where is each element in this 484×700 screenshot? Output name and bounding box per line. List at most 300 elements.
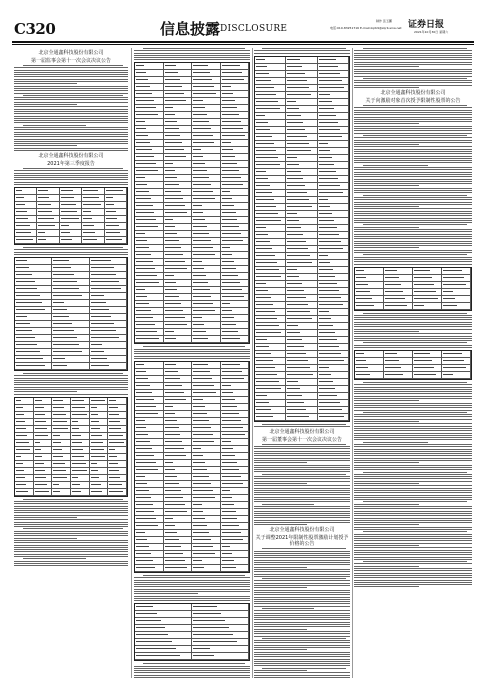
- table-row: [255, 162, 349, 169]
- table-row: [135, 77, 249, 84]
- table-cell: [34, 405, 53, 411]
- text-line: [354, 204, 472, 205]
- table-cell: [192, 175, 221, 181]
- table-cell: [384, 296, 413, 302]
- text-line: [354, 540, 472, 541]
- table-cell: [135, 646, 192, 652]
- table-cell: [164, 329, 193, 335]
- table-cell: [286, 106, 317, 112]
- table-cell: [255, 78, 286, 84]
- text-line: [354, 73, 472, 74]
- table-cell: [255, 106, 286, 112]
- table-cell: [135, 182, 164, 188]
- table-cell: [90, 454, 109, 460]
- table-cell: [135, 404, 164, 410]
- text-line: [14, 394, 128, 395]
- table-cell: [192, 376, 221, 382]
- table-cell: [60, 202, 82, 208]
- table-row: [135, 460, 249, 467]
- table-cell: [318, 190, 349, 196]
- table-cell: [318, 197, 349, 203]
- table-cell: [192, 119, 221, 125]
- table-cell: [255, 127, 286, 133]
- text-line: [354, 568, 472, 569]
- text-line: [354, 534, 472, 535]
- table-cell: [135, 495, 164, 501]
- announcement-title: 关于调整2021年限制性股票激励计划授予价格的公告: [255, 535, 349, 548]
- text-line: [363, 195, 467, 196]
- text-line: [134, 580, 250, 581]
- table-cell: [82, 230, 104, 236]
- text-line: [254, 506, 350, 507]
- text-line: [354, 176, 472, 177]
- table-cell: [221, 301, 250, 307]
- table-row: [255, 372, 349, 379]
- table-cell: [52, 454, 71, 460]
- text-line: [254, 661, 350, 662]
- table-cell: [164, 460, 193, 466]
- text-line: [354, 467, 472, 468]
- table-cell: [318, 183, 349, 189]
- text-line: [354, 483, 419, 484]
- text-line: [354, 552, 472, 553]
- table-cell: [164, 425, 193, 431]
- table-cell: [221, 273, 250, 279]
- table-cell: [90, 293, 127, 299]
- text-line: [14, 148, 128, 149]
- table-cell: [164, 383, 193, 389]
- table-cell: [255, 316, 286, 322]
- table-cell: [221, 112, 250, 118]
- table-cell: [135, 509, 164, 515]
- table-cell: [135, 502, 164, 508]
- text-line: [354, 554, 472, 555]
- table-cell: [192, 133, 221, 139]
- text-line: [134, 670, 250, 671]
- table-cell: [15, 230, 37, 236]
- table-cell: [135, 618, 192, 624]
- table-row: [255, 113, 349, 120]
- table-cell: [15, 202, 37, 208]
- text-line: [354, 396, 472, 397]
- table-row: [135, 189, 249, 196]
- text-line: [354, 575, 472, 576]
- table-row: [255, 323, 349, 330]
- table-cell: [413, 275, 442, 281]
- table-cell: [135, 376, 164, 382]
- table-cell: [135, 70, 164, 76]
- table-cell: [82, 188, 104, 194]
- text-line: [134, 666, 250, 667]
- table-row: [135, 133, 249, 140]
- table-row: [135, 84, 249, 91]
- text-line: [254, 587, 307, 588]
- table-cell: [164, 154, 193, 160]
- table-cell: [221, 537, 250, 543]
- table-cell: [318, 309, 349, 315]
- table-cell: [135, 336, 164, 342]
- table-cell: [192, 301, 221, 307]
- table-row: [355, 268, 471, 275]
- text-line: [354, 220, 472, 221]
- text-line: [254, 613, 350, 614]
- table-cell: [318, 232, 349, 238]
- table-cell: [221, 336, 250, 342]
- table-row: [355, 303, 471, 310]
- table-cell: [286, 92, 317, 98]
- table-cell: [192, 280, 221, 286]
- table-cell: [164, 537, 193, 543]
- table-cell: [82, 209, 104, 215]
- text-line: [354, 243, 472, 244]
- text-line: [14, 517, 77, 518]
- table-cell: [135, 238, 164, 244]
- table-cell: [192, 154, 221, 160]
- text-line: [254, 670, 307, 671]
- table-cell: [221, 63, 250, 69]
- text-line: [354, 515, 472, 516]
- table-cell: [255, 295, 286, 301]
- table-cell: [286, 379, 317, 385]
- text-line: [254, 467, 350, 468]
- table-cell: [90, 433, 109, 439]
- column-4: [354, 48, 472, 678]
- table-cell: [90, 272, 127, 278]
- text-line: [254, 601, 350, 602]
- text-line: [254, 615, 350, 616]
- table-cell: [286, 197, 317, 203]
- table-cell: [255, 302, 286, 308]
- text-line: [14, 556, 128, 557]
- table-cell: [164, 376, 193, 382]
- text-line: [354, 234, 472, 235]
- financial-table: [354, 267, 472, 311]
- table-row: [255, 246, 349, 253]
- text-line: [354, 329, 472, 330]
- text-line: [354, 384, 472, 385]
- table-row: [135, 147, 249, 154]
- announcement-company: 北京全通鑫科技股份有限公司: [38, 50, 104, 56]
- table-cell: [15, 328, 52, 334]
- text-line: [14, 524, 128, 525]
- table-cell: [221, 231, 250, 237]
- text-line: [14, 141, 128, 142]
- text-line: [254, 553, 350, 554]
- table-cell: [34, 419, 53, 425]
- text-line: [254, 522, 350, 523]
- text-line: [354, 62, 472, 63]
- text-line: [14, 93, 128, 94]
- table-cell: [164, 161, 193, 167]
- text-line: [254, 633, 350, 634]
- text-line: [254, 488, 350, 489]
- table-cell: [255, 225, 286, 231]
- table-cell: [221, 544, 250, 550]
- text-line: [354, 449, 472, 450]
- table-cell: [221, 259, 250, 265]
- table-cell: [255, 113, 286, 119]
- table-cell: [192, 273, 221, 279]
- table-row: [15, 426, 127, 433]
- table-cell: [255, 323, 286, 329]
- table-cell: [255, 386, 286, 392]
- table-cell: [221, 474, 250, 480]
- table-row: [135, 502, 249, 509]
- table-cell: [135, 259, 164, 265]
- table-cell: [164, 175, 193, 181]
- table-cell: [221, 308, 250, 314]
- text-line: [254, 513, 350, 514]
- table-cell: [286, 148, 317, 154]
- table-cell: [384, 289, 413, 295]
- table-cell: [105, 209, 127, 215]
- table-row: [135, 446, 249, 453]
- text-line: [354, 128, 472, 129]
- table-cell: [15, 405, 34, 411]
- text-line: [354, 557, 472, 558]
- table-cell: [192, 530, 221, 536]
- table-cell: [52, 279, 89, 285]
- table-cell: [286, 155, 317, 161]
- table-cell: [37, 195, 59, 201]
- text-line: [354, 324, 472, 325]
- text-line: [354, 488, 472, 489]
- table-cell: [164, 369, 193, 375]
- table-cell: [135, 516, 164, 522]
- table-cell: [52, 286, 89, 292]
- table-cell: [34, 482, 53, 488]
- text-line: [23, 168, 123, 169]
- table-row: [15, 307, 127, 314]
- table-cell: [255, 309, 286, 315]
- text-line: [354, 476, 472, 477]
- text-line: [14, 122, 128, 123]
- table-cell: [192, 63, 221, 69]
- table-cell: [192, 551, 221, 557]
- table-cell: [108, 433, 127, 439]
- text-line: [354, 119, 472, 120]
- text-line: [354, 465, 472, 466]
- table-cell: [192, 77, 221, 83]
- text-line: [354, 71, 472, 72]
- text-line: [143, 346, 245, 347]
- table-row: [15, 237, 127, 244]
- text-line: [14, 252, 128, 253]
- table-cell: [286, 78, 317, 84]
- table-cell: [34, 468, 53, 474]
- text-line: [354, 144, 419, 145]
- body-text: [134, 663, 250, 678]
- table-cell: [192, 112, 221, 118]
- text-line: [14, 506, 128, 507]
- table-cell: [221, 481, 250, 487]
- table-cell: [442, 303, 471, 309]
- table-cell: [221, 446, 250, 452]
- table-cell: [192, 453, 221, 459]
- table-cell: [221, 329, 250, 335]
- table-cell: [82, 195, 104, 201]
- table-cell: [135, 432, 164, 438]
- table-row: [15, 433, 127, 440]
- text-line: [254, 597, 350, 598]
- text-line: [254, 617, 350, 618]
- text-line: [14, 145, 77, 146]
- table-cell: [82, 223, 104, 229]
- text-line: [254, 622, 350, 623]
- table-cell: [164, 203, 193, 209]
- table-row: [135, 126, 249, 133]
- table-cell: [90, 314, 127, 320]
- table-cell: [164, 77, 193, 83]
- table-cell: [15, 342, 52, 348]
- table-cell: [192, 460, 221, 466]
- table-row: [15, 482, 127, 489]
- table-row: [135, 119, 249, 126]
- text-line: [254, 677, 350, 678]
- table-cell: [192, 308, 221, 314]
- text-line: [354, 123, 419, 124]
- table-cell: [221, 467, 250, 473]
- text-line: [363, 78, 467, 79]
- table-cell: [135, 397, 164, 403]
- body-text: [254, 48, 350, 54]
- table-cell: [318, 337, 349, 343]
- text-line: [354, 264, 472, 265]
- announcement-company: 北京全通鑫科技股份有限公司: [269, 527, 335, 534]
- table-cell: [108, 405, 127, 411]
- table-cell: [221, 488, 250, 494]
- text-line: [14, 136, 128, 137]
- text-line: [354, 202, 472, 203]
- text-line: [254, 555, 350, 556]
- table-cell: [286, 302, 317, 308]
- table-row: [135, 397, 249, 404]
- text-line: [354, 550, 472, 551]
- table-cell: [286, 190, 317, 196]
- text-line: [14, 249, 128, 250]
- table-cell: [192, 105, 221, 111]
- table-row: [135, 604, 249, 611]
- text-line: [354, 252, 472, 253]
- table-cell: [192, 369, 221, 375]
- table-row: [355, 365, 471, 372]
- text-line: [354, 347, 472, 348]
- table-row: [135, 481, 249, 488]
- table-cell: [286, 344, 317, 350]
- table-row: [135, 203, 249, 210]
- table-row: [255, 365, 349, 372]
- table-cell: [255, 281, 286, 287]
- body-text: [254, 548, 350, 678]
- table-cell: [221, 287, 250, 293]
- table-row: [355, 275, 471, 282]
- text-line: [354, 87, 419, 88]
- table-cell: [90, 405, 109, 411]
- table-row: [15, 419, 127, 426]
- text-line: [354, 208, 472, 209]
- table-cell: [318, 379, 349, 385]
- text-line: [254, 492, 350, 493]
- text-line: [254, 590, 350, 591]
- table-row: [255, 64, 349, 71]
- table-row: [255, 183, 349, 190]
- text-line: [354, 513, 472, 514]
- table-row: [255, 232, 349, 239]
- text-line: [23, 528, 123, 529]
- text-line: [254, 580, 350, 581]
- table-cell: [192, 70, 221, 76]
- table-cell: [105, 195, 127, 201]
- table-cell: [135, 523, 164, 529]
- table-cell: [135, 460, 164, 466]
- table-cell: [164, 273, 193, 279]
- table-cell: [413, 268, 442, 274]
- table-cell: [60, 223, 82, 229]
- table-row: [15, 440, 127, 447]
- table-cell: [255, 232, 286, 238]
- text-line: [354, 130, 472, 131]
- table-cell: [318, 162, 349, 168]
- table-cell: [255, 183, 286, 189]
- text-line: [363, 105, 467, 106]
- table-cell: [286, 141, 317, 147]
- text-line: [354, 469, 472, 470]
- announcement-company: 北京全通鑫科技股份有限公司: [380, 90, 446, 97]
- table-row: [15, 356, 127, 363]
- table-cell: [15, 272, 52, 278]
- text-line: [354, 400, 419, 401]
- table-cell: [164, 432, 193, 438]
- table-row: [15, 272, 127, 279]
- table-cell: [255, 71, 286, 77]
- table-cell: [255, 204, 286, 210]
- text-line: [262, 474, 346, 475]
- table-cell: [52, 398, 71, 404]
- text-line: [23, 373, 123, 374]
- table-row: [255, 155, 349, 162]
- table-cell: [164, 287, 193, 293]
- table-cell: [192, 446, 221, 452]
- table-row: [255, 316, 349, 323]
- table-cell: [135, 252, 164, 258]
- table-cell: [82, 216, 104, 222]
- table-cell: [286, 386, 317, 392]
- table-cell: [164, 474, 193, 480]
- text-line: [14, 74, 128, 75]
- table-cell: [37, 188, 59, 194]
- table-cell: [442, 358, 471, 364]
- table-cell: [60, 237, 82, 243]
- text-line: [354, 190, 472, 191]
- table-cell: [135, 565, 164, 571]
- text-line: [354, 76, 472, 77]
- table-cell: [355, 282, 384, 288]
- table-cell: [318, 281, 349, 287]
- table-cell: [90, 356, 127, 362]
- table-cell: [286, 120, 317, 126]
- table-cell: [286, 232, 317, 238]
- table-cell: [221, 238, 250, 244]
- text-line: [254, 647, 350, 648]
- table-cell: [15, 188, 37, 194]
- text-line: [134, 675, 250, 676]
- table-cell: [192, 544, 221, 550]
- body-text: [14, 499, 128, 567]
- table-cell: [90, 342, 127, 348]
- table-cell: [34, 426, 53, 432]
- table-cell: [413, 351, 442, 357]
- table-cell: [135, 611, 192, 617]
